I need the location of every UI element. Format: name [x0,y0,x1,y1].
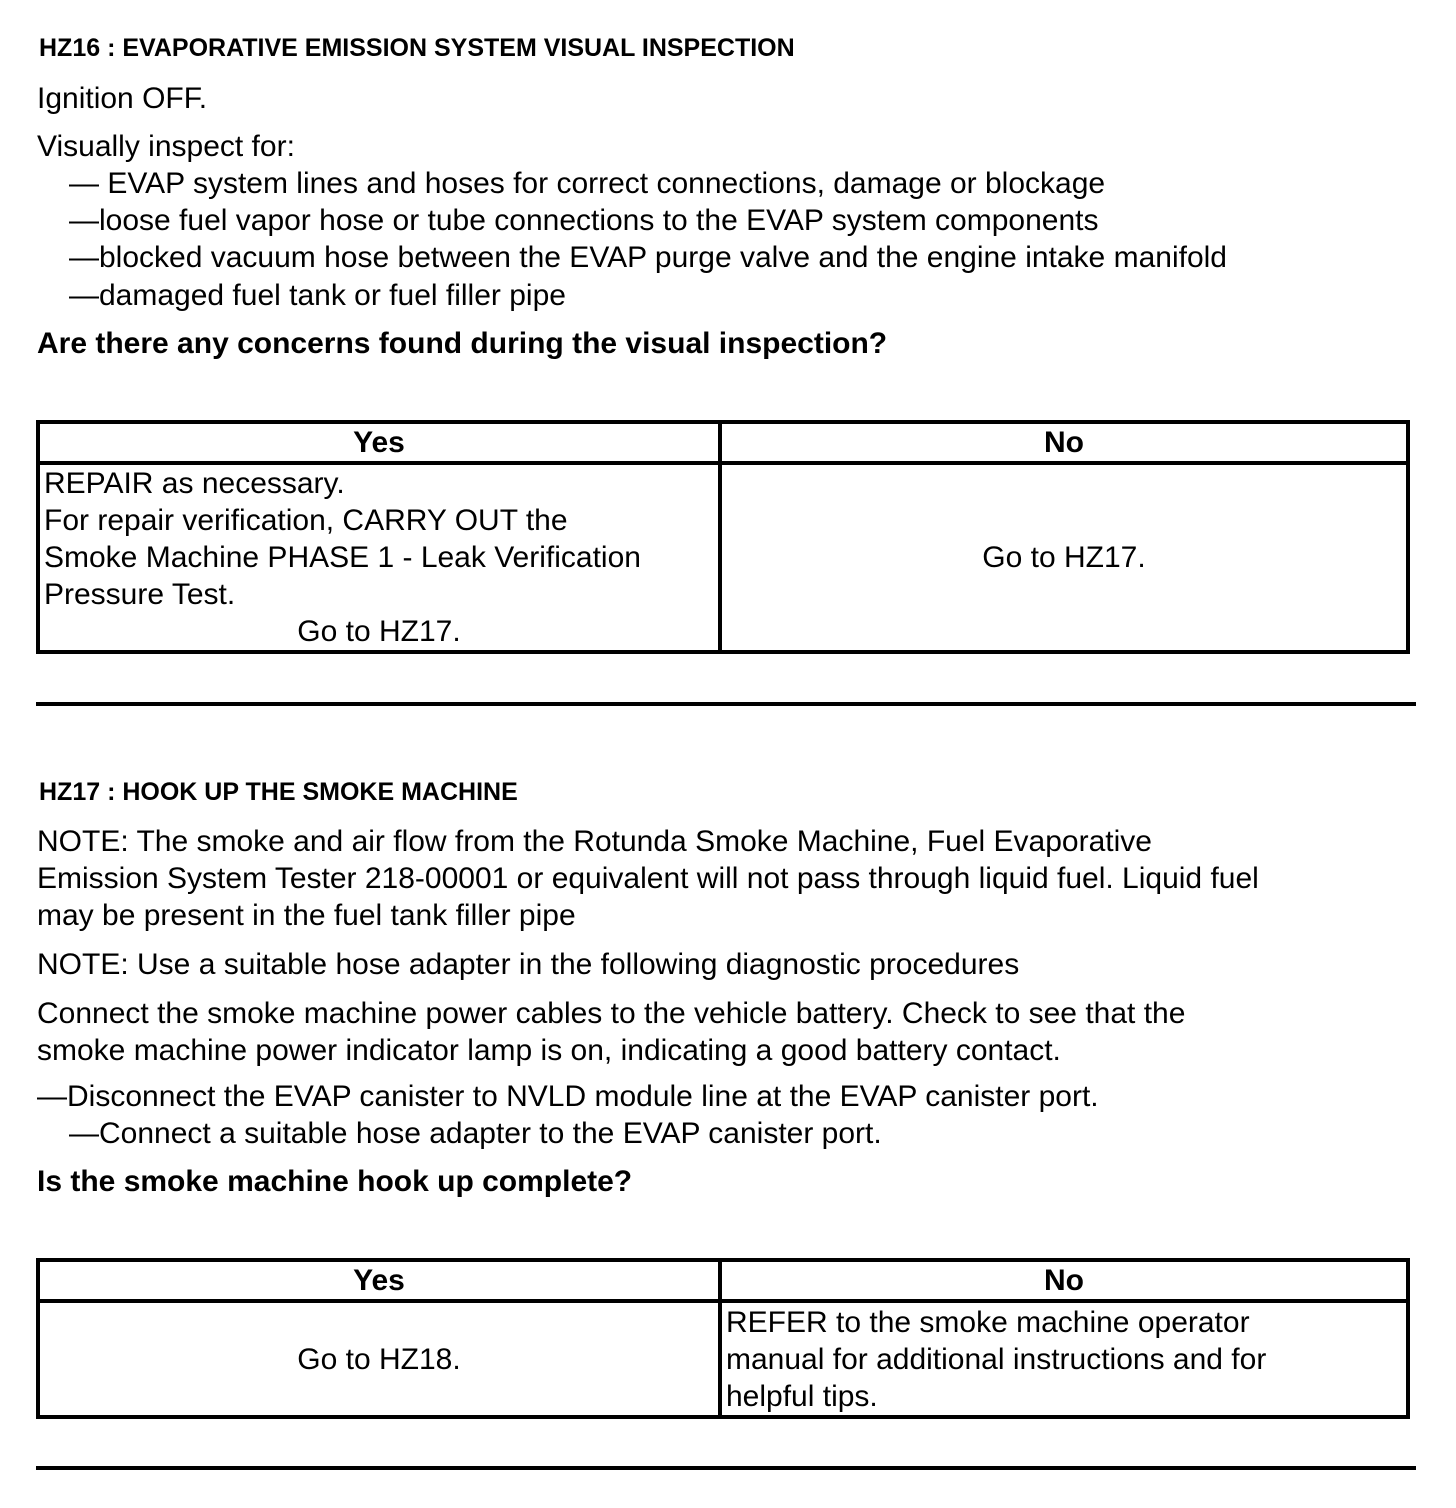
hz16-inspect-item: —damaged fuel tank or fuel filler pipe [69,279,566,312]
hz16-yes-cell [38,463,720,652]
hz17-no-line: manual for additional instructions and for [726,1342,1267,1376]
hz17-note-1-line: Emission System Tester 218-00001 or equivalent will not pass through liquid fuel. Liquid fuel [37,862,1259,895]
hz17-no-line: REFER to the smoke machine operator [726,1305,1250,1339]
hz17-yes-cell [38,1301,720,1417]
hz16-inspect-item: —loose fuel vapor hose or tube connections to the EVAP system components [69,204,1099,237]
hz16-yes-line: REPAIR as necessary. [44,467,345,500]
hz16-no-header: No [720,422,1408,463]
hz16-yes-header: Yes [38,422,720,463]
hz17-no-line: helpful tips. [726,1379,878,1413]
hz17-connect-line: Connect the smoke machine power cables to the vehicle battery. Check to see that the [37,997,1186,1030]
hz16-inspect-item: —blocked vacuum hose between the EVAP purge valve and the engine intake manifold [69,241,1227,274]
hz17-heading: HZ17 : HOOK UP THE SMOKE MACHINE [39,778,518,806]
hz16-yes-line: For repair verification, CARRY OUT the [44,504,568,537]
hz17-connect-line: smoke machine power indicator lamp is on, indicating a good battery contact. [37,1034,1061,1067]
hz16-question: Are there any concerns found during the visual inspection? [37,327,888,360]
hz17-step-2: —Connect a suitable hose adapter to the EVAP canister port. [69,1117,882,1150]
section-divider [36,702,1416,706]
hz16-inspect-item: — EVAP system lines and hoses for correct connections, damage or blockage [69,167,1106,200]
hz16-yes-line: Pressure Test. [44,578,236,611]
hz16-no-goto: Go to HZ17. [982,541,1146,574]
hz17-note-2: NOTE: Use a suitable hose adapter in the following diagnostic procedures [37,948,1020,981]
hz17-yes-goto: Go to HZ18. [297,1342,461,1376]
hz16-ignition-text: Ignition OFF. [37,82,208,115]
hz16-inspect-intro: Visually inspect for: [37,130,295,163]
hz16-decision-table [36,420,1410,654]
hz17-note-1 [37,823,1259,934]
hz17-no-cell [720,1301,1408,1417]
hz17-decision-table [36,1258,1410,1419]
hz17-step-1: —Disconnect the EVAP canister to NVLD module line at the EVAP canister port. [37,1080,1099,1113]
hz17-connect-text [37,995,1185,1069]
hz16-yes-line: Smoke Machine PHASE 1 - Leak Verification [44,541,641,574]
hz16-yes-goto: Go to HZ17. [297,615,461,648]
hz16-heading: HZ16 : EVAPORATIVE EMISSION SYSTEM VISUAL INSPECTION [39,34,795,62]
section-divider [36,1466,1416,1470]
hz17-yes-header: Yes [38,1260,720,1301]
hz16-no-cell [720,463,1408,652]
hz17-note-1-line: NOTE: The smoke and air flow from the Rotunda Smoke Machine, Fuel Evaporative [37,825,1152,858]
hz17-no-header: No [720,1260,1408,1301]
hz17-note-1-line: may be present in the fuel tank filler pipe [37,899,576,932]
hz17-question: Is the smoke machine hook up complete? [37,1165,633,1198]
